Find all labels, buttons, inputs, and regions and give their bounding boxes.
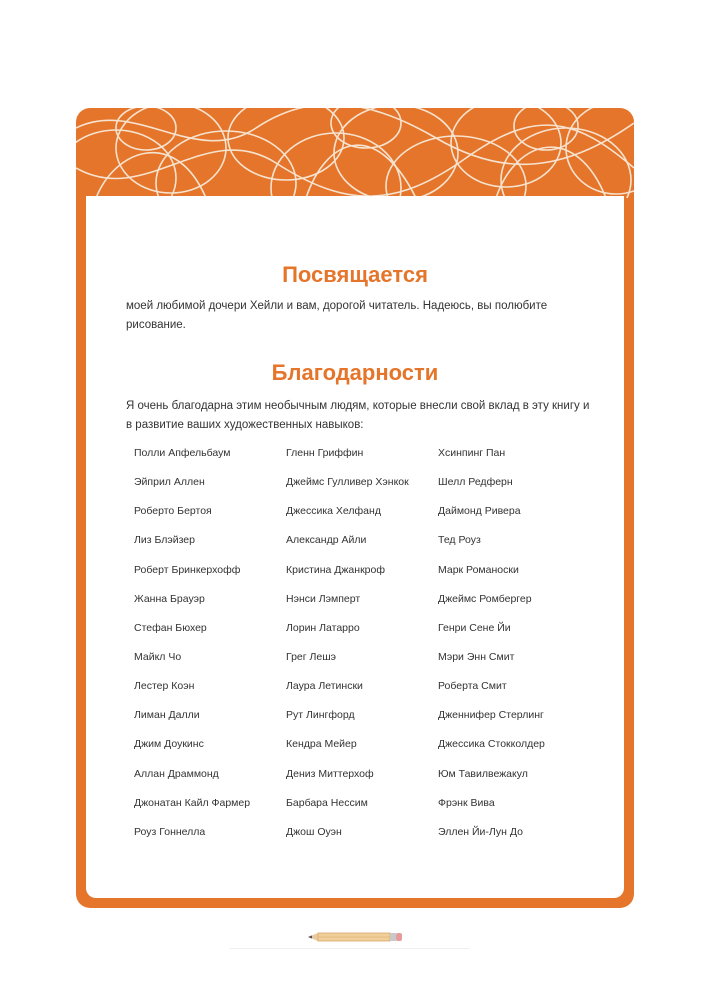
name-item: Фрэнк Вива [438,796,495,809]
name-item: Грег Лешэ [286,650,337,663]
acknowledgments-intro: Я очень благодарна этим необычным людям, которые внесли свой вклад в эту книгу и в развитие ваших художественных навыков: [126,400,590,431]
names-column-1 [134,447,286,855]
dedication-text: моей любимой дочери Хейли и вам, дорогой читатель. Надеюсь, вы полюбите рисование. [126,300,548,331]
name-item: Кристина Джанкроф [286,563,385,576]
page-frame [76,108,634,908]
name-item: Барбара Нессим [286,796,368,809]
name-item: Александр Айли [286,534,367,547]
name-item: Нэнси Лэмперт [286,592,361,605]
name-item: Марк Романоски [438,563,519,576]
name-item: Рут Лингфорд [286,709,355,722]
name-item: Стефан Бюхер [134,621,207,634]
name-item: Шелл Редферн [438,476,513,489]
scribble-pattern-svg [76,108,634,198]
names-list [134,447,594,855]
name-item: Юм Тавилвежакул [438,767,528,780]
name-item: Мэри Энн Смит [438,650,515,663]
name-item: Джеймс Гулливер Хэнкок [286,476,409,489]
name-item: Лаура Летински [286,680,363,693]
name-item: Роберта Смит [438,680,507,693]
name-item: Дженнифер Стерлинг [438,709,544,722]
name-item: Кендра Мейер [286,738,357,751]
name-item: Эллен Йи-Лун До [438,825,523,838]
names-column-3 [438,447,590,855]
name-item: Джессика Хелфанд [286,505,381,518]
name-item: Гленн Гриффин [286,447,364,459]
content-panel [86,196,624,898]
name-item: Джош Оуэн [286,825,342,838]
name-item: Аллан Драммонд [134,767,219,780]
name-item: Роберт Бринкерхофф [134,563,241,576]
name-item: Джеймс Ромбергер [438,592,532,605]
name-item: Джессика Стокколдер [438,738,545,751]
name-item: Полли Апфельбаум [134,447,231,459]
name-item: Хсинпинг Пан [438,447,506,459]
footer-divider [230,948,470,949]
name-item: Лестер Коэн [134,680,195,693]
acknowledgments-heading: Благодарности [271,360,439,385]
names-column-2 [286,447,438,855]
name-item: Жанна Брауэр [134,592,205,605]
name-item: Дениз Миттерхоф [286,767,374,780]
dedication-heading: Посвящается [282,262,428,287]
pencil-icon [308,931,402,943]
name-item: Эйприл Аллен [134,476,205,489]
name-item: Джонатан Кайл Фармер [134,796,251,809]
name-item: Лорин Латарро [286,621,360,634]
name-item: Лиман Далли [134,709,200,722]
name-item: Роуз Гоннелла [134,825,206,838]
name-item: Даймонд Ривера [438,505,521,518]
name-item: Лиз Блэйзер [134,534,195,547]
name-item: Тед Роуз [438,534,481,547]
scribble-pattern [76,108,634,198]
name-item: Джим Доукинс [134,738,204,751]
name-item: Майкл Чо [134,650,182,663]
name-item: Роберто Бертоя [134,505,212,518]
name-item: Генри Сене Йи [438,621,511,634]
